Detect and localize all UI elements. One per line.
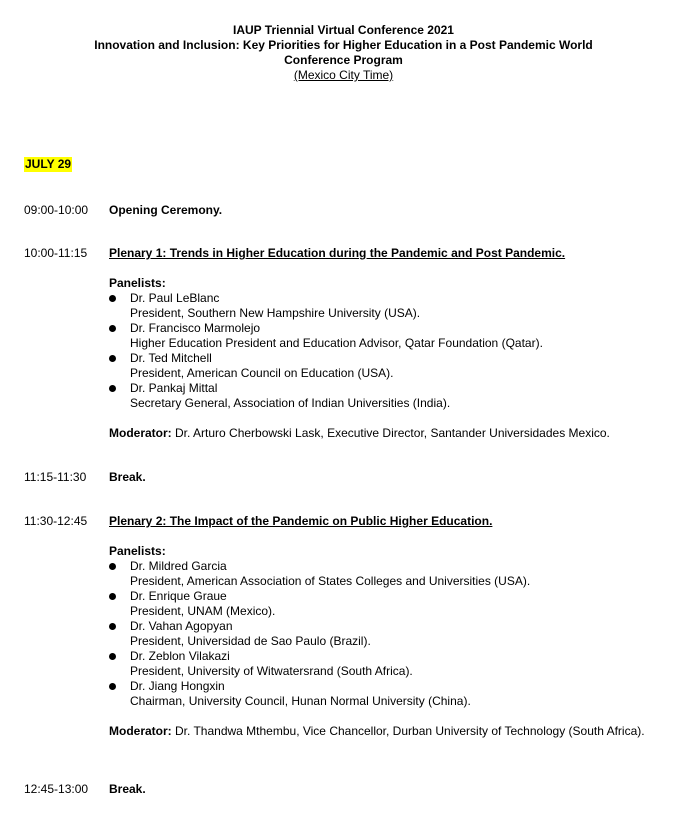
session-time: 11:15-11:30 [24, 470, 87, 484]
panelist-role: President, American Association of States Colleges and Universities (USA). [130, 574, 531, 588]
bullet-icon [109, 385, 116, 392]
panelist-role: Higher Education President and Education Advisor, Qatar Foundation (Qatar). [130, 336, 543, 350]
moderator-line [109, 426, 657, 441]
session-time: 10:00-11:15 [24, 246, 88, 260]
list-item [109, 589, 657, 619]
document-header [0, 23, 687, 83]
panelist-name: Dr. Mildred Garcia [130, 559, 227, 573]
list-item [109, 679, 657, 709]
plenary-1-block [109, 246, 657, 441]
panelist-name: Dr. Zeblon Vilakazi [130, 649, 230, 663]
session-block [109, 782, 657, 797]
bullet-icon [109, 593, 116, 600]
bullet-icon [109, 355, 116, 362]
bullet-icon [109, 563, 116, 570]
bullet-icon [109, 295, 116, 302]
program-heading: Conference Program [284, 53, 403, 67]
list-item [109, 351, 657, 381]
session-block [109, 203, 657, 218]
panelist-role: President, Universidad de Sao Paulo (Brazil). [130, 634, 371, 648]
panelist-name: Dr. Jiang Hongxin [130, 679, 225, 693]
session-time: 09:00-10:00 [24, 203, 89, 217]
session-title: Break. [109, 782, 146, 796]
moderator-label: Moderator: [109, 426, 172, 440]
session-title: Plenary 2: The Impact of the Pandemic on Public Higher Education. [109, 514, 493, 528]
panelist-list [109, 291, 657, 411]
plenary-2-block [109, 514, 657, 739]
panelist-role: President, American Council on Education (USA). [130, 366, 394, 380]
session-time: 12:45-13:00 [24, 782, 89, 796]
list-item [109, 619, 657, 649]
conference-title: IAUP Triennial Virtual Conference 2021 [233, 23, 454, 37]
panelist-name: Dr. Pankaj Mittal [130, 381, 218, 395]
moderator-label: Moderator: [109, 724, 172, 738]
session-title: Opening Ceremony. [109, 203, 223, 217]
bullet-icon [109, 683, 116, 690]
list-item [109, 559, 657, 589]
panelist-name: Dr. Francisco Marmolejo [130, 321, 261, 335]
bullet-icon [109, 653, 116, 660]
date-heading: JULY 29 [25, 157, 72, 171]
panelist-role: President, UNAM (Mexico). [130, 604, 276, 618]
panelist-list [109, 559, 657, 709]
session-time: 11:30-12:45 [24, 514, 88, 528]
panelists-heading: Panelists: [109, 544, 166, 558]
list-item [109, 321, 657, 351]
panelists-heading: Panelists: [109, 276, 166, 290]
moderator-text: Dr. Thandwa Mthembu, Vice Chancellor, Durban University of Technology (South Africa). [175, 724, 645, 738]
panelist-role: Secretary General, Association of Indian Universities (India). [130, 396, 451, 410]
conference-subtitle: Innovation and Inclusion: Key Priorities for Higher Education in a Post Pandemic World [94, 38, 593, 52]
list-item [109, 381, 657, 411]
bullet-icon [109, 325, 116, 332]
bullet-icon [109, 623, 116, 630]
timezone-note: (Mexico City Time) [293, 68, 394, 82]
panelist-role: President, University of Witwatersrand (South Africa). [130, 664, 413, 678]
list-item [109, 291, 657, 321]
panelist-role: President, Southern New Hampshire University (USA). [130, 306, 421, 320]
panelist-name: Dr. Ted Mitchell [130, 351, 212, 365]
list-item [109, 649, 657, 679]
panelist-name: Dr. Enrique Graue [130, 589, 227, 603]
panelist-name: Dr. Vahan Agopyan [130, 619, 233, 633]
session-block [109, 470, 657, 485]
panelist-name: Dr. Paul LeBlanc [130, 291, 220, 305]
session-title: Break. [109, 470, 146, 484]
panelist-role: Chairman, University Council, Hunan Normal University (China). [130, 694, 471, 708]
session-title: Plenary 1: Trends in Higher Education during the Pandemic and Post Pandemic. [109, 246, 566, 260]
moderator-line [109, 724, 657, 739]
moderator-text: Dr. Arturo Cherbowski Lask, Executive Director, Santander Universidades Mexico. [175, 426, 610, 440]
